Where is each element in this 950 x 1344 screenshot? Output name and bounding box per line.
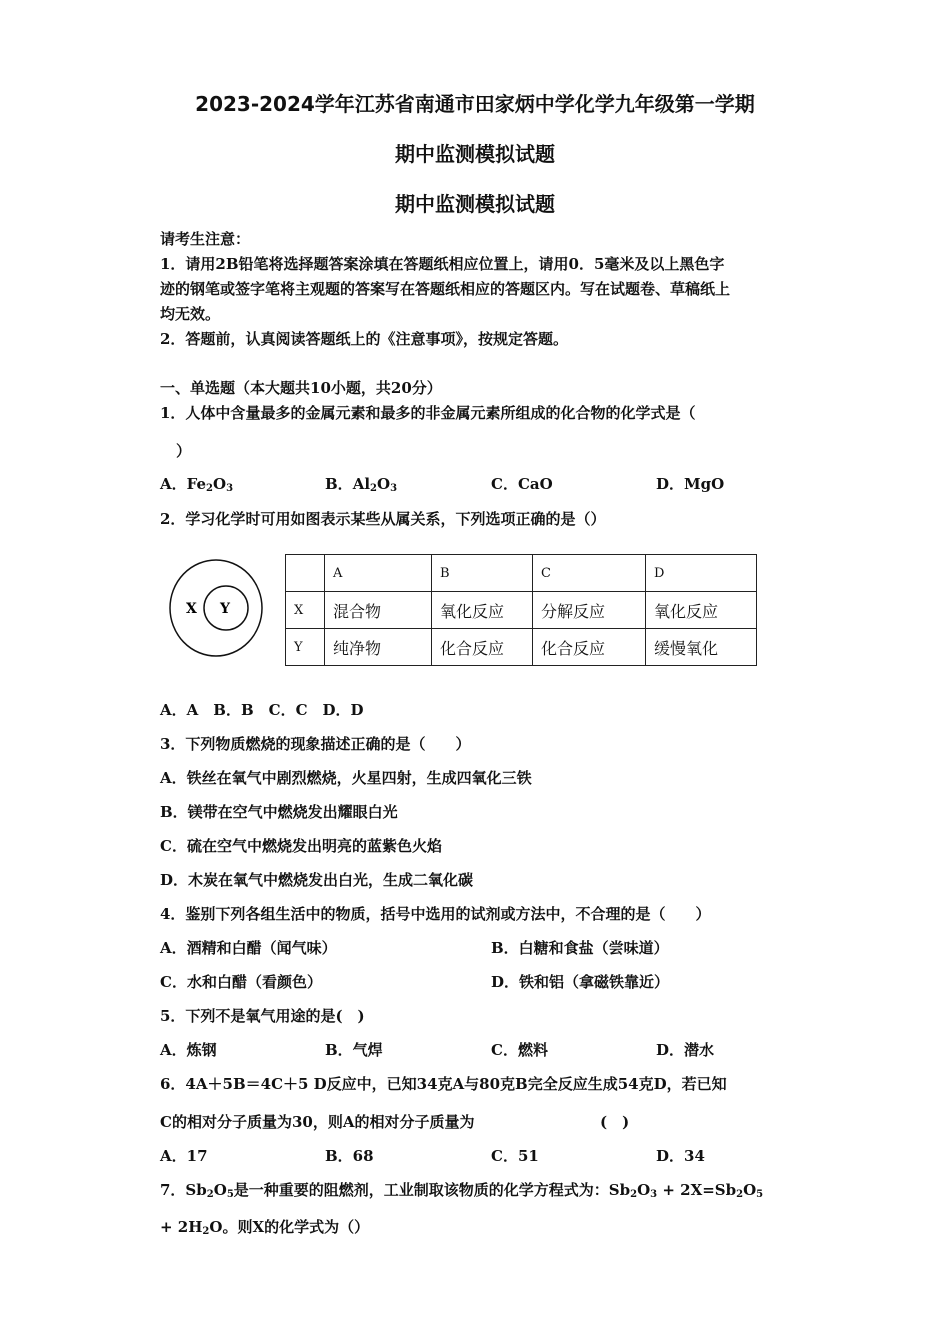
q4-stem: 4．鉴别下列各组生活中的物质，括号中选用的试剂或方法中，不合理的是（ ） xyxy=(160,905,711,923)
notice-item-1-end: 均无效。 xyxy=(160,305,221,323)
q1-option-a: A．$Fe_2O_3$ xyxy=(160,475,234,494)
q3-option-b: B．镁带在空气中燃烧发出耀眼白光 xyxy=(160,803,398,821)
q2-stem: 2．学习化学时可用如图表示某些从属关系，下列选项正确的是（） xyxy=(160,510,606,528)
notice-heading: 请考生注意： xyxy=(160,230,251,248)
table-row: A B C D xyxy=(286,555,757,592)
notice-item-1-cont: 迹的钢笔或签字笔将主观题的答案写在答题纸相应的答题区内。写在试题卷、草稿纸上 xyxy=(160,280,731,298)
q6-option-b: B．68 xyxy=(325,1147,374,1165)
q6-stem: 6．4A＋5B＝4C＋5 D反应中，已知34克A与80克B完全反应生成54克D，若已知 xyxy=(160,1075,727,1093)
q5-option-a: A．炼钢 xyxy=(160,1041,217,1059)
venn-outer-label: X xyxy=(186,601,197,617)
q4-option-b: B．白糖和食盐（尝味道） xyxy=(491,939,669,957)
q2-table xyxy=(285,554,757,666)
exam-title: 2023-2024学年江苏省南通市田家炳中学化学九年级第一学期 xyxy=(195,92,755,116)
q4-option-a: A．酒精和白醋（闻气味） xyxy=(160,939,337,957)
notice-item-1: 1．请用2B铅笔将选择题答案涂填在答题纸相应位置上，请用0．5毫米及以上黑色字 xyxy=(160,255,725,273)
q1-option-d: D．MgO xyxy=(656,475,725,493)
q3-option-a: A．铁丝在氧气中剧烈燃烧，火星四射，生成四氧化三铁 xyxy=(160,769,532,787)
q1-option-b: B．$Al_2O_3$ xyxy=(325,475,398,494)
q4-option-c: C．水和白醋（看颜色） xyxy=(160,973,322,991)
q5-stem: 5．下列不是氧气用途的是( ) xyxy=(160,1007,365,1025)
q5-option-d: D．潜水 xyxy=(656,1041,715,1059)
table-row: Y 纯净物 化合反应 化合反应 缓慢氧化 xyxy=(286,629,757,666)
q5-option-c: C．燃料 xyxy=(491,1041,548,1059)
q3-option-c: C．硫在空气中燃烧发出明亮的蓝紫色火焰 xyxy=(160,837,442,855)
q4-option-d: D．铁和铝（拿磁铁靠近） xyxy=(491,973,670,991)
exam-subtitle: 期中监测模拟试题 xyxy=(395,142,555,166)
q2-options: A．A B．B C．C D．D xyxy=(160,701,364,719)
notice-item-2: 2．答题前，认真阅读答题纸上的《注意事项》，按规定答题。 xyxy=(160,330,568,348)
q6-option-d: D．34 xyxy=(656,1147,705,1165)
table-row: X 混合物 氧化反应 分解反应 氧化反应 xyxy=(286,592,757,629)
q5-option-b: B．气焊 xyxy=(325,1041,383,1059)
q1-stem: 1．人体中含量最多的金属元素和最多的非金属元素所组成的化合物的化学式是（ xyxy=(160,404,696,422)
q3-option-d: D．木炭在氧气中燃烧发出白光，生成二氧化碳 xyxy=(160,871,474,889)
q6-stem-cont: C的相对分子质量为30，则A的相对分子质量为 xyxy=(160,1113,475,1131)
q7-stem-cont: + $2H_2O$。则X的化学式为（） xyxy=(160,1218,370,1237)
exam-subtitle-repeat: 期中监测模拟试题 xyxy=(395,192,555,216)
q1-option-c: C．CaO xyxy=(491,475,553,493)
q7-stem: 7．$Sb_2O_5$是一种重要的阻燃剂，工业制取该物质的化学方程式为：$Sb_2O_3 + 2X=Sb_2O_5$ xyxy=(160,1181,764,1200)
section-heading: 一、单选题（本大题共10小题，共20分） xyxy=(160,379,442,397)
q6-option-a: A．17 xyxy=(160,1147,208,1165)
venn-diagram xyxy=(168,558,264,658)
q6-answer-bracket: ( ) xyxy=(600,1113,630,1131)
venn-inner-label: Y xyxy=(220,601,230,617)
q6-option-c: C．51 xyxy=(491,1147,539,1165)
q1-stem-end: ） xyxy=(176,442,192,460)
q3-stem: 3．下列物质燃烧的现象描述正确的是（ ） xyxy=(160,735,471,753)
